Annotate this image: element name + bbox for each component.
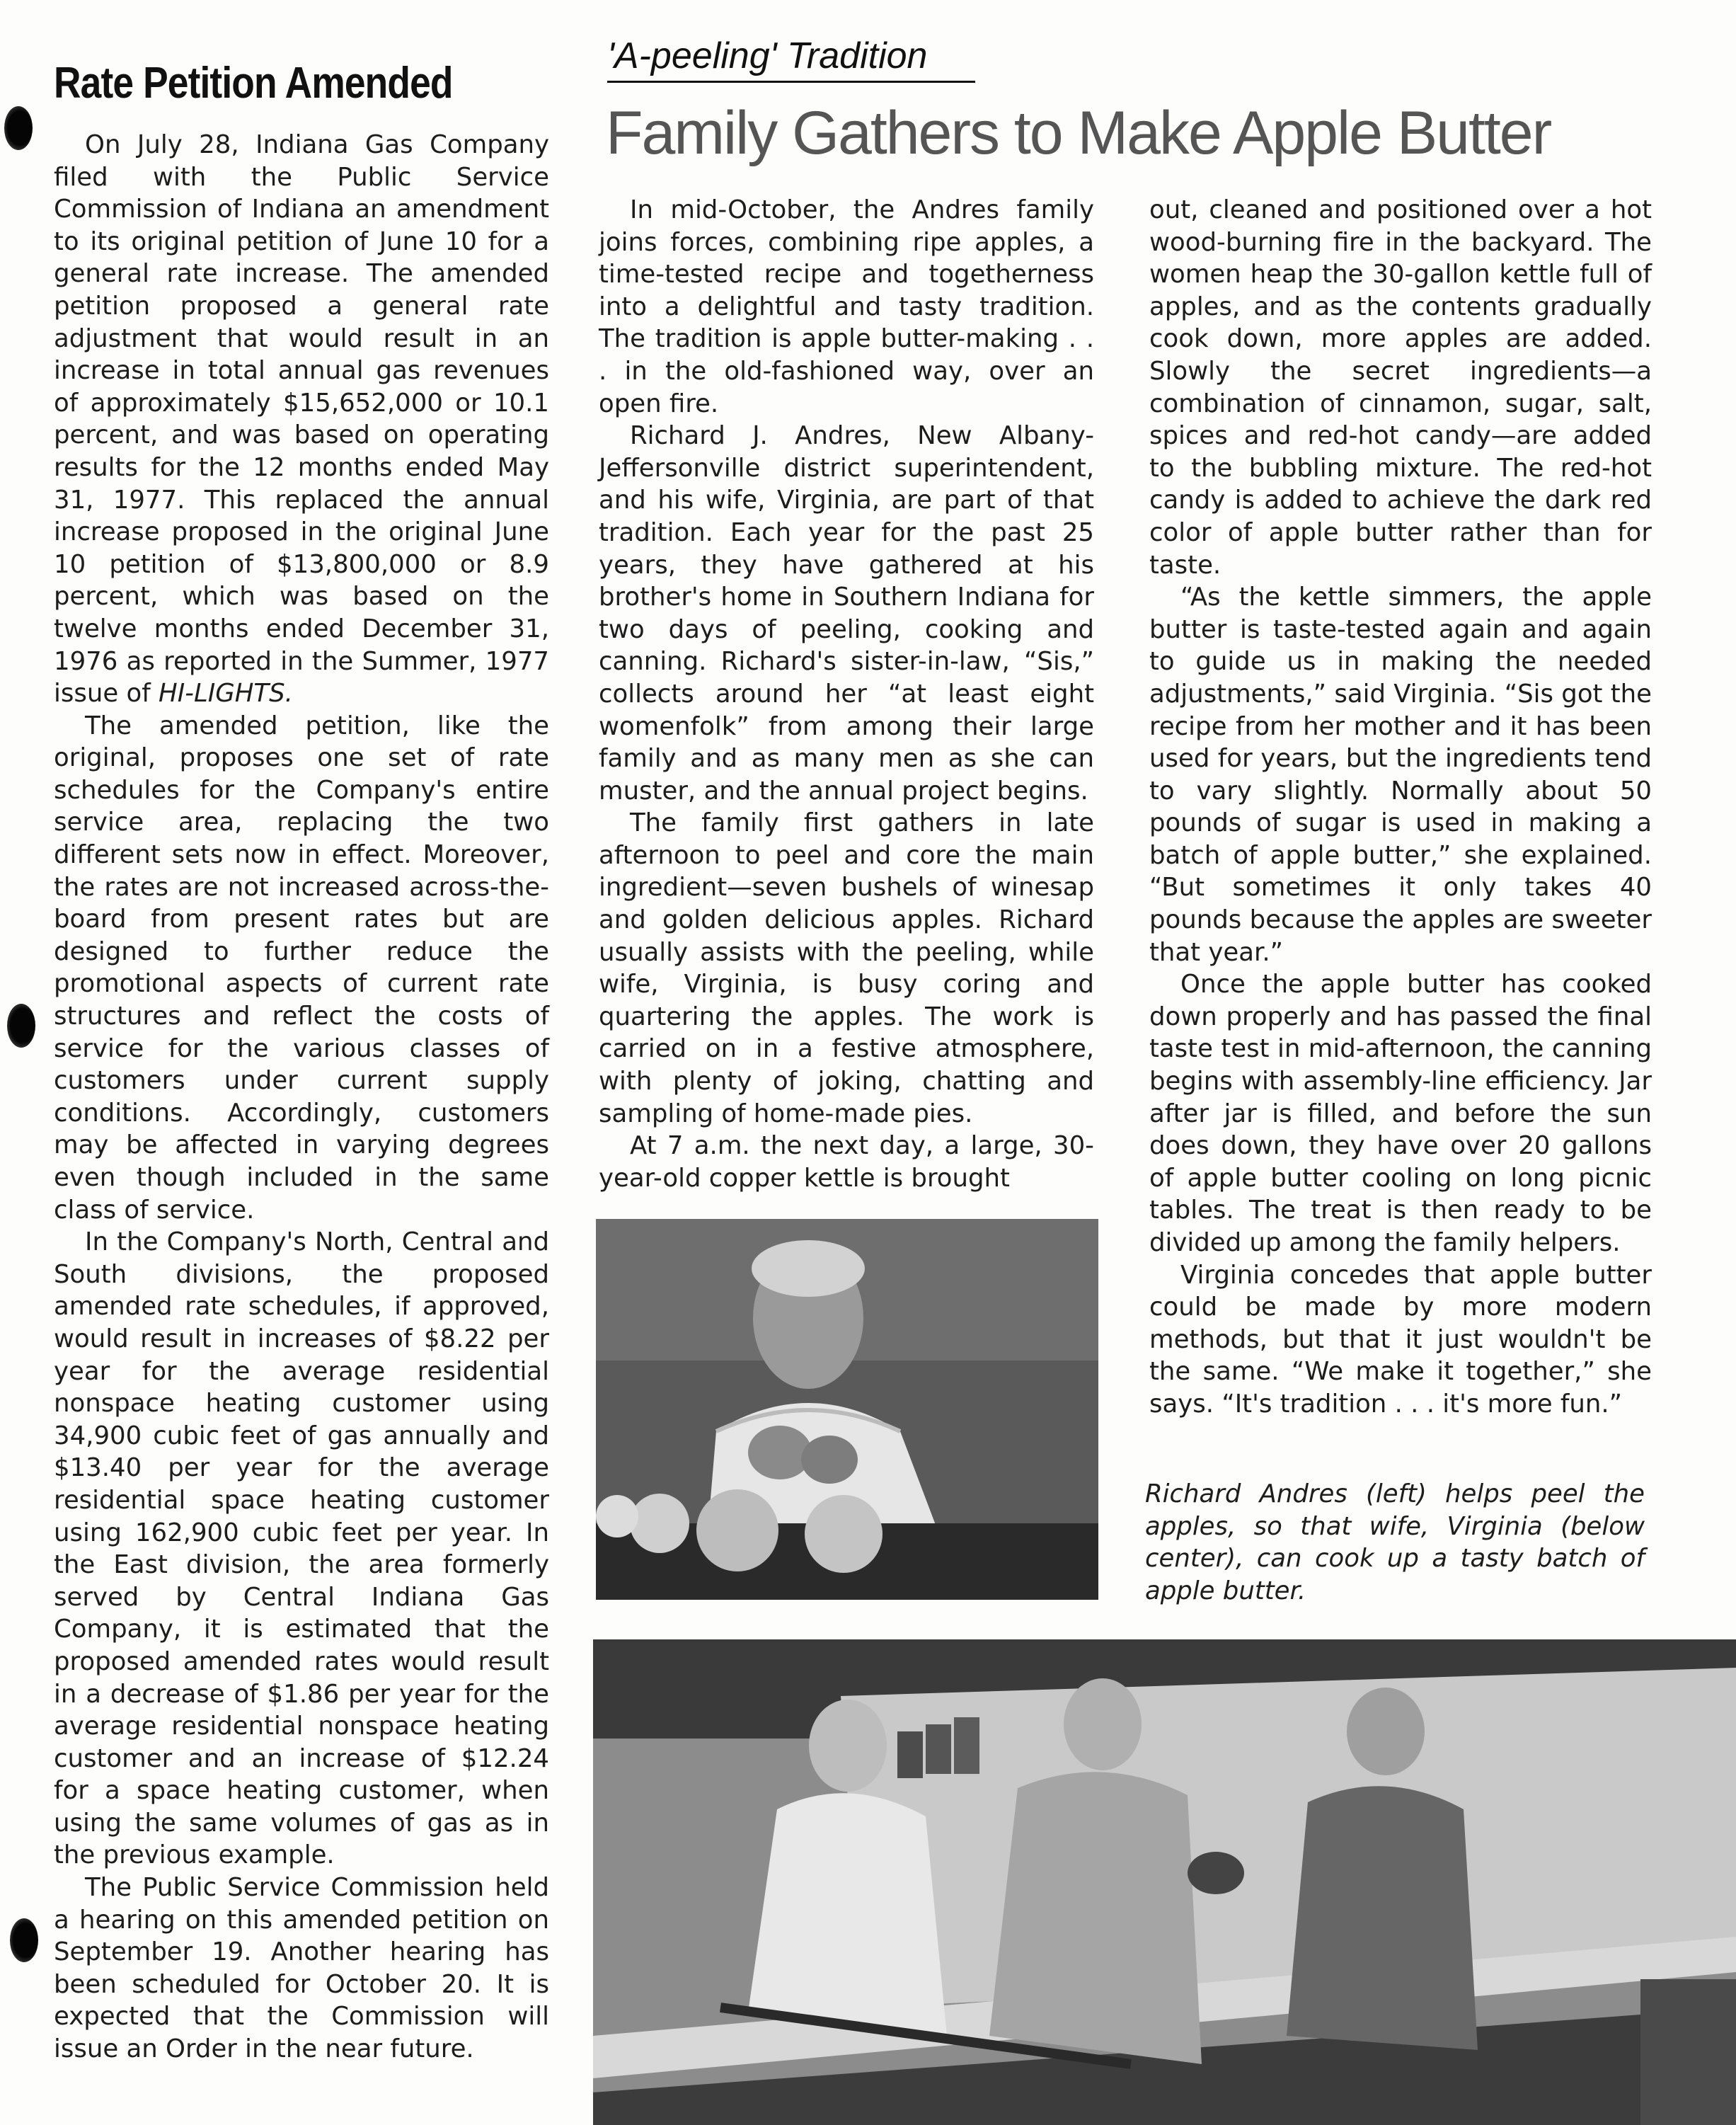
apple-article-column-middle: [599, 194, 1094, 1194]
photo-caption: Richard Andres (left) helps peel the apples, so that wife, Virginia (below center), can cook up a tasty batch of apple butter.: [1145, 1479, 1645, 1605]
punch-hole-top: [4, 106, 33, 150]
rate-paragraph-2: The amended petition, like the original, proposes one set of rate schedules for the Company's entire service area, replacing the two different sets now in effect. Moreover, the rates are not increased across-the-board from present rates but are designed to further reduce the promotional aspects of current rate structures and reflect the costs of service for the various classes of customers under current supply conditions. Accordingly, customers may be affected in varying degrees even though included in the same class of service.: [54, 711, 549, 1225]
apple-paragraph-5: out, cleaned and positioned over a hot wood-burning fire in the backyard. The women heap the 30-gallon kettle full of apples, and as the contents gradually cook down, more apples are added. Slowly the secret ingredients—a combination of cinnamon, sugar, salt, spices and red-hot candy—are added to the bubbling mixture. The red-hot candy is added to achieve the dark red color of apple butter rather than for taste.: [1149, 195, 1652, 580]
apple-paragraph-6: “As the kettle simmers, the apple butter is taste-tested again and again to guide us in making the needed adjustments,” said Virginia. “Sis got the recipe from her mother and it has been used for years, but the ingredients tend to vary slightly. Normally about 50 pounds of sugar is used in making a batch of apple butter,” she explained. “But sometimes it only takes 40 pounds because the apples are sweeter that year.”: [1149, 583, 1652, 967]
punch-hole-middle: [7, 1004, 35, 1048]
apple-paragraph-2: Richard J. Andres, New Albany-Jeffersonville district superintendent, and his wife, Virginia, are part of that tradition. Each year for the past 25 years, they have gathered at his brother's home in Southern Indiana for two days of peeling, cooking and canning. Richard's sister-in-law, “Sis,” collects around her “at least eight womenfolk” from among their large family and as many men as she can muster, and the annual project begins.: [599, 421, 1094, 806]
publication-name: HI-LIGHTS.: [159, 679, 293, 709]
apple-article-kicker: 'A-peeling' Tradition: [607, 31, 975, 83]
apple-paragraph-7: Once the apple butter has cooked down properly and has passed the final taste test in mid-afternoon, the canning begins with assembly-line efficiency. Jar after jar is filled, and before the sun does down, they have over 20 gallons of apple butter cooling on long picnic tables. The treat is then ready to be divided up among the family helpers.: [1149, 970, 1652, 1257]
rate-paragraph-4: The Public Service Commission held a hearing on this amended petition on September 19. Another hearing has been scheduled for October 20. It is expected that the Commission will issue an Order in the near future.: [54, 1873, 549, 2064]
punch-hole-bottom: [10, 1918, 38, 1962]
rate-article-title: Rate Petition Amended: [54, 59, 453, 108]
photo-richard-peeling-apples: [596, 1219, 1098, 1600]
rate-paragraph-3: In the Company's North, Central and South divisions, the proposed amended rate schedules, if approved, would result in increases of $8.22 per year for the average residential nonspace heating customer using 34,900 cubic feet of gas annually and $13.40 per year for the average residential space heating customer using 162,900 cubic feet per year. In the East division, the area formerly served by Central Indiana Gas Company, it is estimated that the proposed amended rates would result in a decrease of $1.86 per year for the average residential nonspace heating customer and an increase of $12.24 for a space heating customer, when using the same volumes of gas as in the previous example.: [54, 1227, 549, 1870]
apple-article-column-right: [1149, 194, 1652, 1421]
rate-article-body: [54, 129, 549, 2066]
photo-women-cooking-apple-butter: [593, 1639, 1736, 2125]
apple-article-title: Family Gathers to Make Apple Butter: [606, 99, 1551, 167]
apple-paragraph-8: Virginia concedes that apple butter could be made by more modern methods, but that it just wouldn't be the same. “We make it together,” she says. “It's tradition . . . it's more fun.”: [1149, 1260, 1652, 1419]
rate-paragraph-1: On July 28, Indiana Gas Company filed with the Public Service Commission of Indiana an amendment to its original petition of June 10 for a general rate increase. The amended petition proposed a general rate adjustment that would result in an increase in total annual gas revenues of approximately $15,652,000 or 10.1 percent, and was based on operating results for the 12 months ended May 31, 1977. This replaced the annual increase proposed in the original June 10 petition of $13,800,000 or 8.9 percent, which was based on the twelve months ended December 31, 1976 as reported in the Summer, 1977 issue of HI-LIGHTS.: [54, 130, 549, 709]
apple-paragraph-4: At 7 a.m. the next day, a large, 30-year-old copper kettle is brought: [599, 1131, 1094, 1193]
apple-paragraph-3: The family first gathers in late afternoon to peel and core the main ingredient—seven bushels of winesap and golden delicious apples. Richard usually assists with the peeling, while wife, Virginia, is busy coring and quartering the apples. The work is carried on in a festive atmosphere, with plenty of joking, chatting and sampling of home-made pies.: [599, 808, 1094, 1128]
apple-paragraph-1: In mid-October, the Andres family joins forces, combining ripe apples, a time-tested recipe and togetherness into a delightful and tasty tradition. The tradition is apple butter-making . . . in the old-fashioned way, over an open fire.: [599, 195, 1094, 418]
